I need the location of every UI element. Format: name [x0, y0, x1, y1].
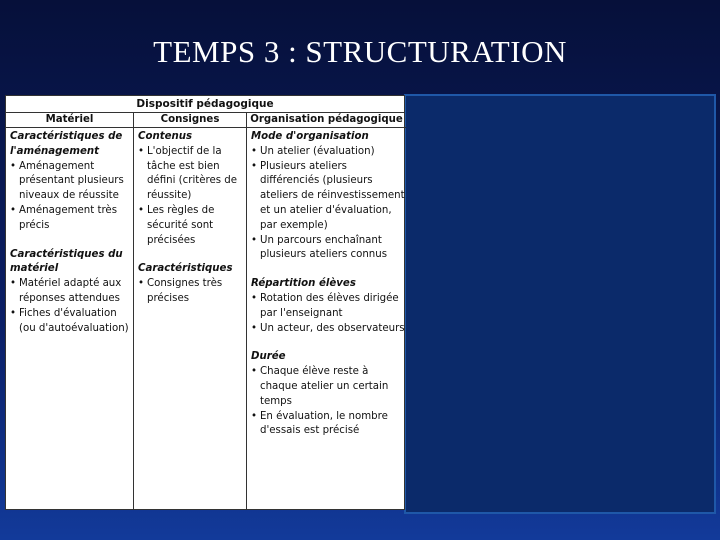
- list-item: • Fiches d'évaluation (ou d'autoévaluation): [10, 307, 133, 337]
- section-title: Mode d'organisation: [251, 131, 369, 142]
- list-item: • Un acteur, des observateurs: [251, 322, 406, 337]
- pedagogical-table: [5, 95, 405, 510]
- slide-title: TEMPS 3 : STRUCTURATION: [153, 34, 567, 69]
- list-item: • Un parcours enchaînant plusieurs ateliers connus: [251, 234, 406, 264]
- column-heading: Organisation pédagogique: [247, 113, 406, 128]
- column-heading: Consignes: [134, 113, 246, 128]
- column-organisation: [247, 113, 406, 509]
- item-list: [251, 292, 406, 336]
- item-list: [138, 145, 246, 249]
- section-title: Durée: [251, 351, 286, 363]
- item-list: [251, 365, 406, 439]
- item-list: [10, 160, 133, 234]
- column-materiel: [6, 113, 134, 509]
- list-item: • Rotation des élèves dirigée par l'enseignant: [251, 292, 406, 322]
- item-list: [251, 145, 406, 263]
- section-title: Caractéristiques du matériel: [10, 248, 123, 275]
- table-header: Dispositif pédagogique: [6, 96, 404, 113]
- section-title: Caractéristiques: [138, 263, 233, 275]
- list-item: • Aménagement présentant plusieurs niveaux de réussite: [10, 160, 133, 204]
- list-item: • Un atelier (évaluation): [251, 145, 406, 160]
- item-list: [138, 277, 246, 307]
- side-panel: [404, 94, 716, 514]
- list-item: • Matériel adapté aux réponses attendues: [10, 277, 133, 307]
- list-item: • Plusieurs ateliers différenciés (plusieurs ateliers de réinvestissement et un atelier d'évaluation, par exemple): [251, 160, 406, 234]
- list-item: • Aménagement très précis: [10, 204, 133, 234]
- section-title: Répartition élèves: [251, 278, 356, 290]
- list-item: • Les règles de sécurité sont précisées: [138, 204, 246, 248]
- list-item: • Consignes très précises: [138, 277, 246, 307]
- item-list: [10, 277, 133, 336]
- section-title: Caractéristiques de l'aménagement: [10, 131, 123, 157]
- list-item: • Chaque élève reste à chaque atelier un certain temps: [251, 365, 406, 409]
- section-title: Contenus: [138, 131, 193, 142]
- list-item: • L'objectif de la tâche est bien défini (critères de réussite): [138, 145, 246, 204]
- column-heading: Matériel: [6, 113, 133, 128]
- list-item: • En évaluation, le nombre d'essais est précisé: [251, 410, 406, 440]
- column-consignes: [134, 113, 247, 509]
- table-columns: [6, 113, 404, 509]
